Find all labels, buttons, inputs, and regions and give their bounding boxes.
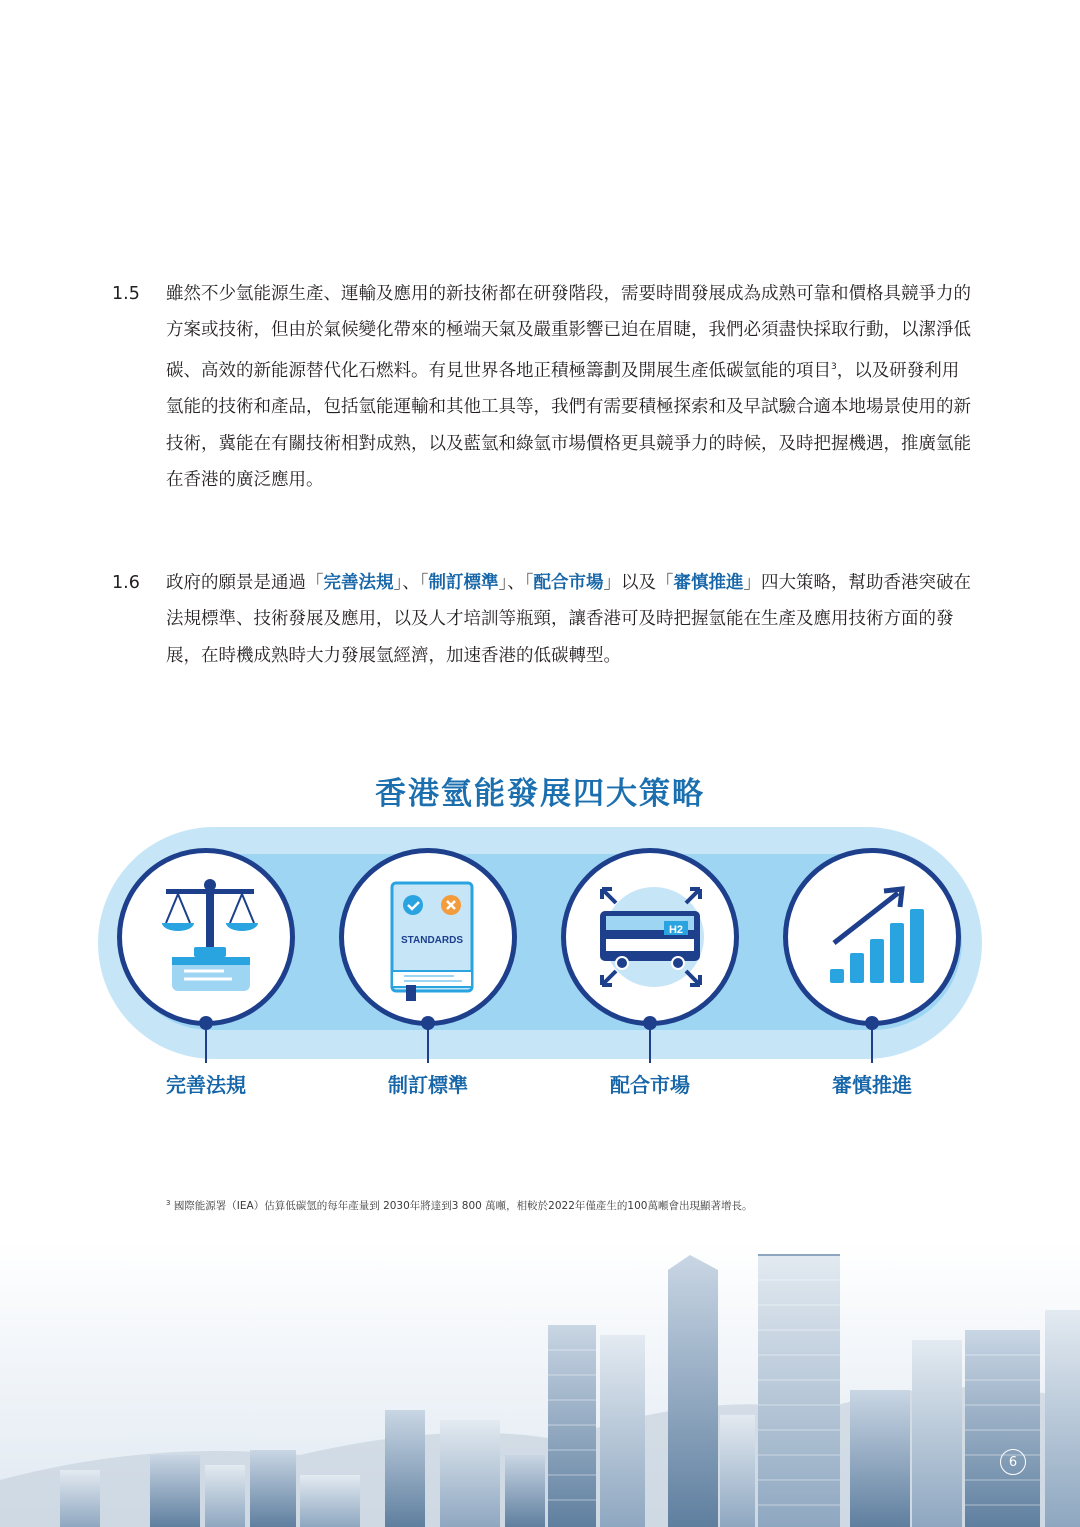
strategy-circle-2 — [339, 848, 517, 1026]
paragraph-number: 1.6 — [112, 573, 140, 593]
standards-book-icon — [344, 853, 512, 1021]
hydrogen-bus-icon — [566, 853, 734, 1021]
paragraph-number: 1.5 — [112, 284, 140, 304]
strategy-highlight: 制訂標準 — [428, 573, 499, 593]
scales-of-justice-icon — [122, 853, 290, 1021]
page-number: 6 — [1000, 1449, 1026, 1475]
paragraph-1-5 — [112, 276, 972, 498]
paragraph-text: 雖然不少氫能源生產、運輸及應用的新技術都在研發階段，需要時間發展成為成熟可靠和價格具競爭力的方案或技術，但由於氣候變化帶來的極端天氣及嚴重影響已迫在眉睫，我們必須盡快採取行動，以潔淨低碳、高效的新能源替代化石燃料。有見世界各地正積極籌劃及開展生產低碳氫能的項目$^3$，以及研發利用氫能的技術和產品，包括氫能運輸和其他工具等，我們有需要積極探索和及早試驗合適本地場景使用的新技術，冀能在有關技術相對成熟，以及藍氫和綠氫市場價格更具競爭力的時候，及時把握機遇，推廣氫能在香港的廣泛應用。 — [166, 284, 971, 491]
standards-text: STANDARDS — [400, 935, 464, 946]
strategy-circle-1 — [117, 848, 295, 1026]
footnote: $^3$ 國際能源署（IEA）估算低碳氫的每年產量到 2030年將達到3 800 萬噸，相較於2022年僅產生的100萬噸會出現顯著增長。 — [166, 1199, 753, 1212]
strategy-label: 配合市場 — [610, 1073, 690, 1097]
paragraph-1-6 — [112, 565, 972, 674]
strategy-label: 審慎推進 — [832, 1073, 912, 1097]
growth-chart-icon — [788, 853, 956, 1021]
strategy-highlight: 配合市場 — [533, 573, 604, 593]
strategy-label: 完善法規 — [166, 1073, 246, 1097]
infographic-title: 香港氫能發展四大策略 — [375, 776, 705, 812]
connector-dot — [865, 1016, 879, 1030]
connector-dot — [199, 1016, 213, 1030]
strategy-circle-4 — [783, 848, 961, 1026]
connector-dot — [421, 1016, 435, 1030]
connector-dot — [643, 1016, 657, 1030]
paragraph-text: 政府的願景是通過「完善法規」、「制訂標準」、「配合市場」以及「審慎推進」四大策略，幫助香港突破在法規標準、技術發展及應用，以及人才培訓等瓶頸，讓香港可及時把握氫能在生產及應用技術方面的發展，在時機成熟時大力發展氫經濟，加速香港的低碳轉型。 — [166, 573, 971, 666]
strategy-highlight: 完善法規 — [323, 573, 394, 593]
footnote-marker: 3 — [166, 1199, 171, 1207]
footnote-ref: 3 — [831, 361, 837, 372]
strategy-highlight: 審慎推進 — [673, 573, 744, 593]
city-skyline-illustration — [0, 1240, 1080, 1527]
strategy-label: 制訂標準 — [388, 1073, 468, 1097]
h2-label: H2 — [668, 924, 684, 936]
strategy-circle-3 — [561, 848, 739, 1026]
